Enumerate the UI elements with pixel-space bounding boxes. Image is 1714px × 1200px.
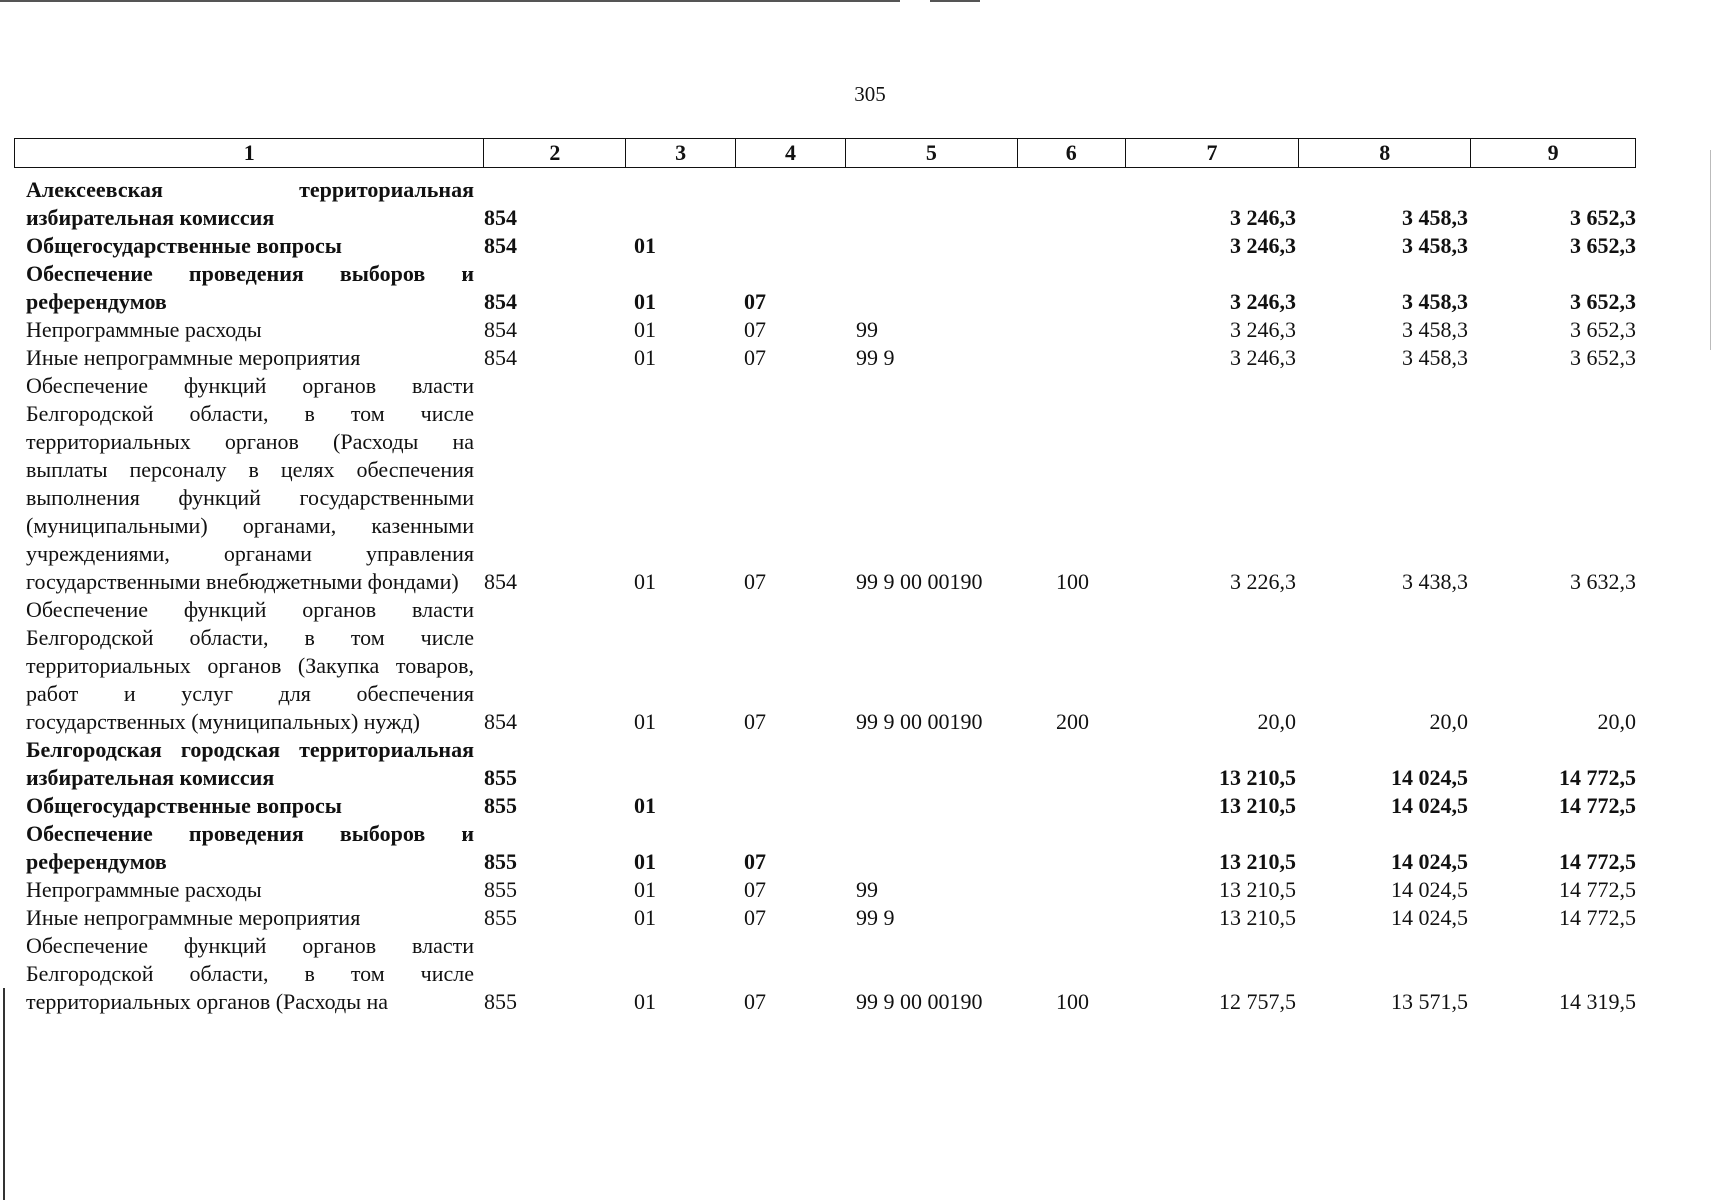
header-col-9: 9 xyxy=(1547,140,1559,165)
row-code-3: 01 xyxy=(634,289,656,314)
table-row xyxy=(26,904,1636,932)
scan-top-rule xyxy=(0,0,900,2)
row-code-4: 07 xyxy=(744,877,766,902)
row-name: Обеспечение функций органов власти Белгородской области, в том числе территориальных органов (Расходы на xyxy=(26,933,474,1014)
row-value-9: 14 772,5 xyxy=(1559,877,1636,902)
row-code-3: 01 xyxy=(634,233,656,258)
row-value-7: 3 246,3 xyxy=(1230,317,1296,342)
row-name: Обеспечение проведения выборов и референдумов xyxy=(26,261,474,314)
row-code-4: 07 xyxy=(744,345,766,370)
row-value-9: 3 652,3 xyxy=(1570,233,1636,258)
table-row xyxy=(26,792,1636,820)
row-value-7: 13 210,5 xyxy=(1219,877,1296,902)
row-value-9: 3 652,3 xyxy=(1570,345,1636,370)
row-code-4: 07 xyxy=(744,989,766,1014)
row-value-7: 13 210,5 xyxy=(1219,849,1296,874)
row-value-8: 3 458,3 xyxy=(1402,345,1468,370)
table-row xyxy=(26,344,1636,372)
row-value-8: 14 024,5 xyxy=(1391,877,1468,902)
row-code-3: 01 xyxy=(634,317,656,342)
row-code-4: 07 xyxy=(744,289,766,314)
scan-top-rule-segment xyxy=(930,0,980,2)
scan-left-rule xyxy=(3,988,5,1200)
row-value-8: 14 024,5 xyxy=(1391,793,1468,818)
row-name: Иные непрограммные мероприятия xyxy=(26,345,361,370)
table-row xyxy=(26,820,1636,876)
row-value-7: 13 210,5 xyxy=(1219,793,1296,818)
row-code-3: 01 xyxy=(634,849,656,874)
row-name: Общегосударственные вопросы xyxy=(26,793,342,818)
row-value-8: 20,0 xyxy=(1429,709,1468,734)
table-row xyxy=(26,596,1636,736)
row-value-9: 14 772,5 xyxy=(1559,765,1636,790)
row-value-7: 13 210,5 xyxy=(1219,765,1296,790)
table-row xyxy=(26,260,1636,316)
row-code-5: 99 9 00 00190 xyxy=(856,709,983,734)
row-value-8: 3 438,3 xyxy=(1402,569,1468,594)
row-code-4: 07 xyxy=(744,849,766,874)
row-code-3: 01 xyxy=(634,569,656,594)
header-col-7: 7 xyxy=(1126,139,1300,167)
row-value-7: 20,0 xyxy=(1257,709,1296,734)
scan-right-rule xyxy=(1710,150,1712,350)
row-value-9: 3 652,3 xyxy=(1570,205,1636,230)
table-row xyxy=(26,316,1636,344)
row-value-8: 14 024,5 xyxy=(1391,765,1468,790)
row-code-2: 855 xyxy=(484,765,517,790)
row-name: Обеспечение проведения выборов и референдумов xyxy=(26,821,474,874)
row-code-2: 855 xyxy=(484,877,517,902)
row-value-8: 3 458,3 xyxy=(1402,289,1468,314)
row-code-2: 855 xyxy=(484,849,517,874)
row-value-8: 14 024,5 xyxy=(1391,849,1468,874)
row-code-5: 99 9 00 00190 xyxy=(856,989,983,1014)
row-value-7: 3 246,3 xyxy=(1230,205,1296,230)
row-value-7: 3 246,3 xyxy=(1230,233,1296,258)
row-code-3: 01 xyxy=(634,709,656,734)
row-name: Иные непрограммные мероприятия xyxy=(26,905,361,930)
row-value-9: 20,0 xyxy=(1597,709,1636,734)
table-header xyxy=(14,138,1636,168)
table-row xyxy=(26,176,1636,232)
row-code-3: 01 xyxy=(634,793,656,818)
table-row xyxy=(26,232,1636,260)
table-body xyxy=(26,176,1636,1016)
row-code-5: 99 9 xyxy=(856,905,895,930)
header-col-4: 4 xyxy=(736,139,846,167)
row-name: Белгородская городская территориальная избирательная комиссия xyxy=(26,737,474,790)
row-code-2: 854 xyxy=(484,205,517,230)
row-value-9: 14 772,5 xyxy=(1559,793,1636,818)
table-row xyxy=(26,932,1636,1016)
row-code-2: 854 xyxy=(484,317,517,342)
row-name: Обеспечение функций органов власти Белгородской области, в том числе территориальных органов (Закупка товаров, работ и услуг для обеспечения государственных (муниципальных) нужд) xyxy=(26,597,474,734)
table-row xyxy=(26,736,1636,792)
header-col-8: 8 xyxy=(1299,139,1471,167)
header-col-2: 2 xyxy=(484,139,626,167)
row-name: Непрограммные расходы xyxy=(26,877,262,902)
row-code-2: 854 xyxy=(484,233,517,258)
row-code-4: 07 xyxy=(744,569,766,594)
header-col-6: 6 xyxy=(1018,139,1126,167)
header-col-5: 5 xyxy=(846,139,1018,167)
row-value-9: 3 652,3 xyxy=(1570,289,1636,314)
row-code-4: 07 xyxy=(744,709,766,734)
row-code-3: 01 xyxy=(634,877,656,902)
table-row xyxy=(26,372,1636,596)
page-number: 305 xyxy=(854,82,886,106)
row-code-2: 855 xyxy=(484,793,517,818)
row-code-3: 01 xyxy=(634,345,656,370)
row-code-2: 854 xyxy=(484,289,517,314)
row-code-4: 07 xyxy=(744,317,766,342)
row-code-6: 100 xyxy=(1056,569,1089,594)
row-code-5: 99 xyxy=(856,877,878,902)
row-code-5: 99 9 xyxy=(856,345,895,370)
row-code-2: 854 xyxy=(484,709,517,734)
row-code-2: 855 xyxy=(484,905,517,930)
row-name: Обеспечение функций органов власти Белгородской области, в том числе территориальных органов (Расходы на выплаты персоналу в целях обеспечения выполнения функций государственными (муниципальными) органами, казенными учреждениями, органами управления государственными внебюджетными фондами) xyxy=(26,373,474,594)
row-code-3: 01 xyxy=(634,905,656,930)
row-code-4: 07 xyxy=(744,905,766,930)
row-value-8: 3 458,3 xyxy=(1402,317,1468,342)
row-value-8: 14 024,5 xyxy=(1391,905,1468,930)
row-value-8: 3 458,3 xyxy=(1402,205,1468,230)
row-value-9: 3 632,3 xyxy=(1570,569,1636,594)
table-row xyxy=(26,876,1636,904)
row-name: Алексеевская территориальная избирательная комиссия xyxy=(26,177,474,230)
row-name: Непрограммные расходы xyxy=(26,317,262,342)
row-value-8: 3 458,3 xyxy=(1402,233,1468,258)
row-code-2: 855 xyxy=(484,989,517,1014)
row-value-8: 13 571,5 xyxy=(1391,989,1468,1014)
row-code-6: 100 xyxy=(1056,989,1089,1014)
row-code-3: 01 xyxy=(634,989,656,1014)
row-value-9: 14 319,5 xyxy=(1559,989,1636,1014)
row-name: Общегосударственные вопросы xyxy=(26,233,342,258)
row-value-7: 3 246,3 xyxy=(1230,289,1296,314)
row-code-2: 854 xyxy=(484,569,517,594)
row-value-9: 3 652,3 xyxy=(1570,317,1636,342)
row-code-5: 99 xyxy=(856,317,878,342)
row-value-7: 13 210,5 xyxy=(1219,905,1296,930)
row-value-7: 3 246,3 xyxy=(1230,345,1296,370)
header-col-3: 3 xyxy=(626,139,736,167)
header-col-1: 1 xyxy=(15,139,484,167)
row-value-7: 3 226,3 xyxy=(1230,569,1296,594)
row-value-9: 14 772,5 xyxy=(1559,905,1636,930)
row-code-6: 200 xyxy=(1056,709,1089,734)
row-code-2: 854 xyxy=(484,345,517,370)
row-value-7: 12 757,5 xyxy=(1219,989,1296,1014)
row-code-5: 99 9 00 00190 xyxy=(856,569,983,594)
row-value-9: 14 772,5 xyxy=(1559,849,1636,874)
